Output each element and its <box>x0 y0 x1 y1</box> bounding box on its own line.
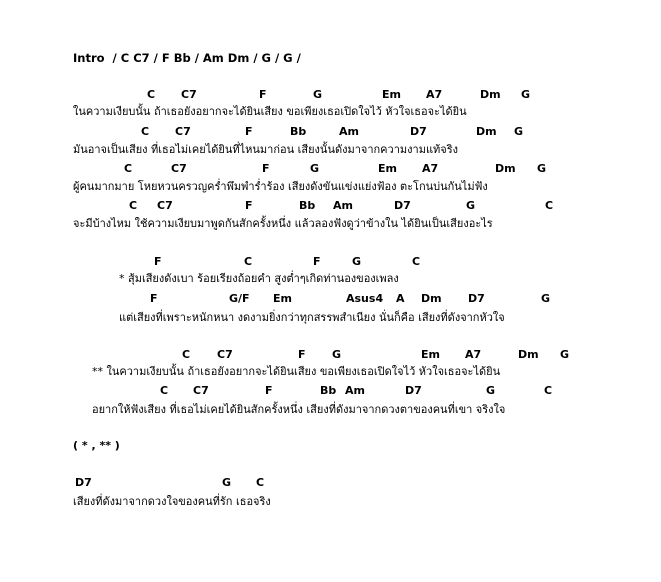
chord: G/F <box>229 292 250 305</box>
chord: C7 <box>157 199 173 212</box>
chord: C7 <box>181 88 197 101</box>
chord: G <box>332 348 342 361</box>
chord: F <box>150 292 158 305</box>
chord: G <box>537 162 547 175</box>
chord: G <box>313 88 323 101</box>
chord: C7 <box>217 348 233 361</box>
chord: Bb <box>290 125 307 138</box>
chord: G <box>521 88 531 101</box>
chord: Dm <box>421 292 442 305</box>
lyric-line: ผู้คนมากมาย โหยหวนครวญคร่ำพึมพำร่ำร้อง เสียงดังขันแข่งแย่งฟ้อง ตะโกนบ่นกันไม่ฟัง <box>73 180 488 193</box>
chord: C <box>256 476 265 489</box>
chord: C <box>147 88 156 101</box>
chord: D7 <box>405 384 422 397</box>
chord: Em <box>378 162 397 175</box>
chord: Dm <box>480 88 501 101</box>
lyric-line: * สุ้มเสียงดังเบา ร้อยเรียงถ้อยคำ สูงต่ำๆเกิดท่านองของเพลง <box>119 272 399 285</box>
chord: C <box>129 199 138 212</box>
chord: C <box>412 255 421 268</box>
lyric-line: แต่เสียงที่เพราะหนักหนา งดงามยิ่งกว่าทุกสรรพสำเนียง นั่นก็คือ เสียงที่ดังจากหัวใจ <box>119 311 505 324</box>
chord: G <box>222 476 232 489</box>
lyric-line: ในความเงียบนั้น ถ้าเธอยังอยากจะได้ยินเสียง ขอเพียงเธอเปิดใจไว้ หัวใจเธอจะได้ยิน <box>73 105 467 118</box>
chord: A7 <box>465 348 482 361</box>
chord: F <box>262 162 270 175</box>
chord: G <box>352 255 362 268</box>
chord: Bb <box>299 199 316 212</box>
chord: C <box>160 384 169 397</box>
chord: G <box>310 162 320 175</box>
chord: Am <box>345 384 365 397</box>
chord: Am <box>333 199 353 212</box>
repeat-marker: ( * , ** ) <box>73 439 120 452</box>
chord: F <box>245 125 253 138</box>
lyric-line: ** ในความเงียบนั้น ถ้าเธอยังอยากจะได้ยินเสียง ขอเพียงเธอเปิดใจไว้ หัวใจเธอจะได้ยิน <box>92 365 501 378</box>
chord: Am <box>339 125 359 138</box>
lyric-line: เสียงที่ดังมาจากดวงใจของคนที่รัก เธอจริง <box>73 495 271 508</box>
chord: G <box>514 125 524 138</box>
chord: Asus4 <box>346 292 384 305</box>
lyric-line: อยากให้ฟังเสียง ที่เธอไม่เคยได้ยินสักครั้งหนึ่ง เสียงที่ดังมาจากดวงตาของคนที่เขา จริงใจ <box>92 403 506 416</box>
chord: Em <box>273 292 292 305</box>
chord: G <box>541 292 551 305</box>
chord: Dm <box>476 125 497 138</box>
chord: D7 <box>75 476 92 489</box>
chord: F <box>313 255 321 268</box>
chord: C7 <box>175 125 191 138</box>
chord: C <box>182 348 191 361</box>
chord: Em <box>382 88 401 101</box>
chord: A7 <box>426 88 443 101</box>
chord: A <box>396 292 405 305</box>
chord: D7 <box>410 125 427 138</box>
chord: F <box>265 384 273 397</box>
chord: C <box>124 162 133 175</box>
chord: C <box>545 199 554 212</box>
chord: G <box>486 384 496 397</box>
chord: Dm <box>495 162 516 175</box>
chord: F <box>245 199 253 212</box>
chord: C7 <box>193 384 209 397</box>
chord: Dm <box>518 348 539 361</box>
chord: F <box>259 88 267 101</box>
chord: F <box>154 255 162 268</box>
chord: G <box>466 199 476 212</box>
chord: Em <box>421 348 440 361</box>
intro-line: Intro / C C7 / F Bb / Am Dm / G / G / <box>73 51 301 65</box>
chord: Bb <box>320 384 337 397</box>
lyric-line: จะมีบ้างไหม ใช้ความเงียบมาพูดกันสักครั้งหนึ่ง แล้วลองฟังดูว่าข้างใน ได้ยินเป็นเสียงอะไร <box>73 217 493 230</box>
chord: D7 <box>468 292 485 305</box>
chord: C <box>244 255 253 268</box>
chord: G <box>560 348 570 361</box>
chord: C <box>544 384 553 397</box>
lyric-line: มันอาจเป็นเสียง ที่เธอไม่เคยได้ยินที่ไหนมาก่อน เสียงนั้นดังมาจากความงามแท้จริง <box>73 143 459 156</box>
chord: F <box>298 348 306 361</box>
chord: A7 <box>422 162 439 175</box>
chord: D7 <box>394 199 411 212</box>
chord: C7 <box>171 162 187 175</box>
chord: C <box>141 125 150 138</box>
